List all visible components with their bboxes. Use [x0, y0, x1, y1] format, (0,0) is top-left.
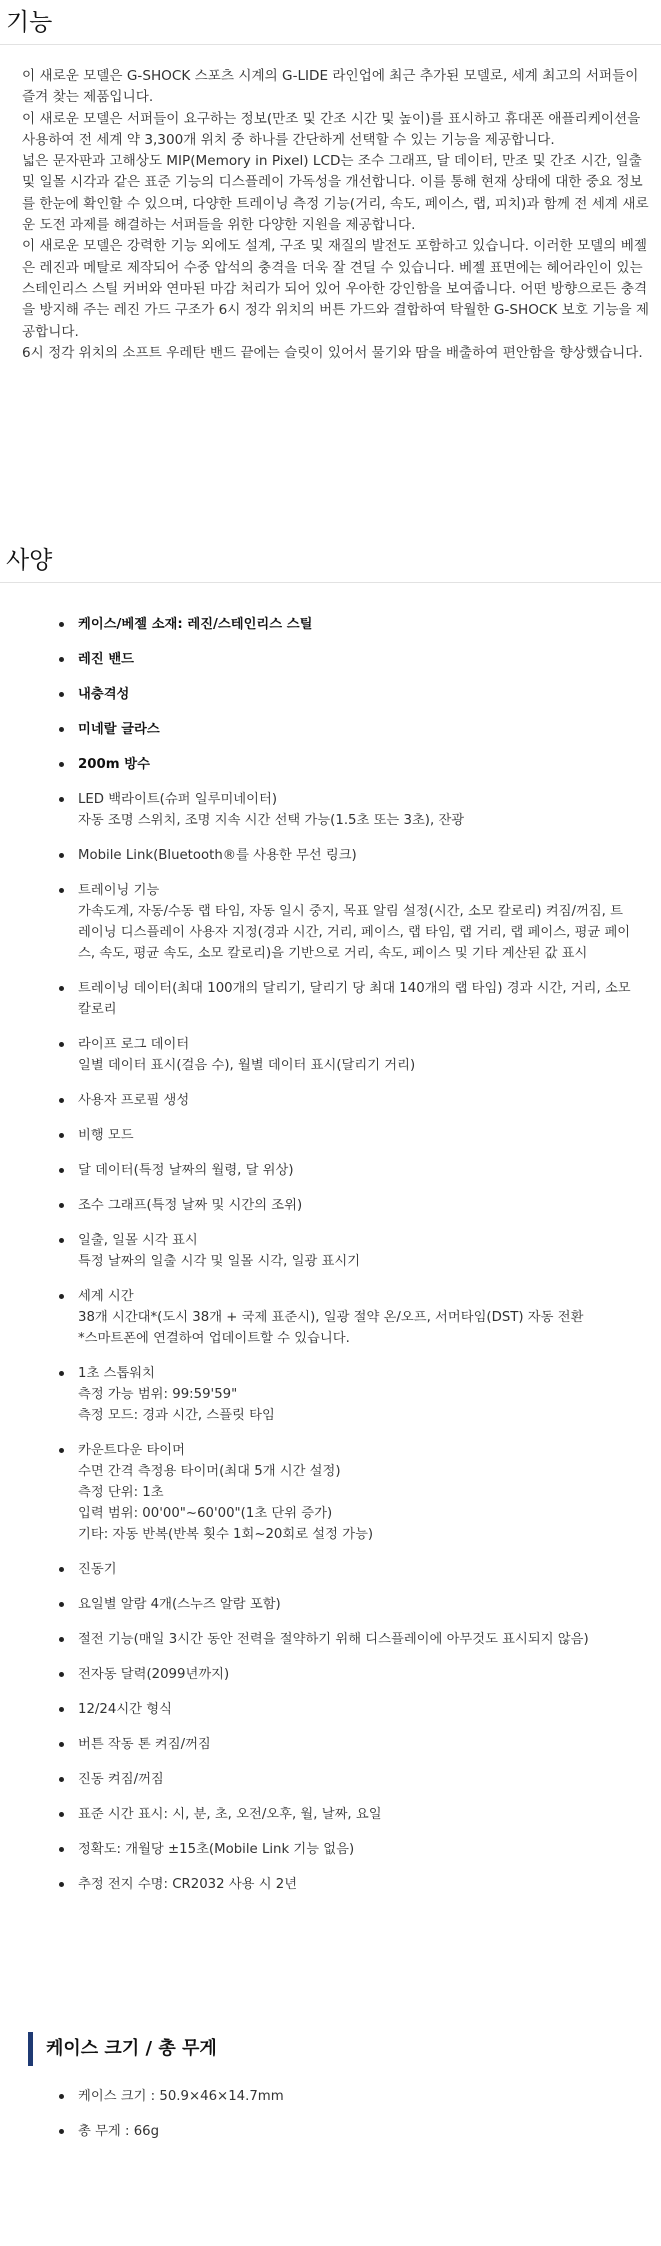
spec-item-label: 진동기: [78, 1562, 117, 1577]
feature-section-header: [0, 0, 661, 45]
feature-paragraph: 이 새로운 모델은 G-SHOCK 스포츠 시계의 G-LIDE 라인업에 최근 추가된 모델로, 세계 최고의 서퍼들이 즐겨 찾는 제품입니다.: [22, 68, 639, 106]
size-section: [0, 2032, 661, 2156]
spec-item: [0, 978, 661, 1020]
spec-item-label: LED 백라이트(슈퍼 일루미네이터): [78, 792, 278, 807]
spec-item-label: 일출, 일몰 시각 표시: [78, 1233, 198, 1248]
spec-item: [0, 754, 661, 775]
spec-item-detail: 일별 데이터 표시(걸음 수), 월별 데이터 표시(달리기 거리): [78, 1058, 416, 1073]
feature-title: 기능: [6, 8, 53, 36]
spec-item-detail: 가속도계, 자동/수동 랩 타임, 자동 일시 중지, 목표 알림 설정(시간, 소모 칼로리) 켜짐/꺼짐, 트레이닝 디스플레이 사용자 지정(경과 시간, 거리, 페이스, 랩 타임, 랩 거리, 랩 페이스, 평균 페이스, 속도, 평균 속도, 소모 칼로리)을 기반으로 거리, 속도, 페이스 및 기타 계산된 값 표시: [78, 904, 631, 961]
spec-item-detail: 측정 모드: 경과 시간, 스플릿 타임: [78, 1408, 275, 1423]
spec-item-label: 케이스/베젤 소재: 레진/스테인리스 스틸: [78, 617, 313, 632]
spec-item: [0, 614, 661, 635]
feature-paragraph: 이 새로운 모델은 강력한 기능 외에도 설계, 구조 및 재질의 발전도 포함하고 있습니다. 이러한 모델의 베젤은 레진과 메탈로 제작되어 수중 압석의 충격을 더욱 잘 견딜 수 있습니다. 베젤 표면에는 헤어라인이 있는 스테인리스 스틸 커버와 연마된 마감 처리가 되어 있어 우아한 강인함을 보여줍니다. 어떤 방향으로든 충격을 방지해 주는 레진 가드 구조가 6시 정각 위치의 버튼 가드와 결합하여 탁월한 G-SHOCK 보호 기능을 제공합니다.: [22, 238, 650, 340]
spec-item-detail: 자동 조명 스위치, 조명 지속 시간 선택 가능(1.5초 또는 3초), 잔광: [78, 813, 465, 828]
spec-item: [0, 1629, 661, 1650]
spec-title: 사양: [6, 546, 53, 574]
spec-item: [0, 1699, 661, 1720]
feature-description: [22, 66, 652, 364]
spec-item-label: 트레이닝 기능: [78, 883, 160, 898]
spec-item-label: 라이프 로그 데이터: [78, 1037, 190, 1052]
spec-item-label: 절전 기능(매일 3시간 동안 전력을 절약하기 위해 디스플레이에 아무것도 표시되지 않음): [78, 1632, 589, 1647]
spec-item: [0, 1286, 661, 1349]
spec-item-label: 카운트다운 타이머: [78, 1443, 185, 1458]
spec-item: [0, 1195, 661, 1216]
spec-item-label: 비행 모드: [78, 1128, 134, 1143]
spec-list: [0, 614, 661, 1909]
feature-paragraph: 6시 정각 위치의 소프트 우레탄 밴드 끝에는 슬릿이 있어서 물기와 땀을 배출하여 편안함을 향상했습니다.: [22, 344, 643, 361]
spec-item: [0, 719, 661, 740]
size-list: [0, 2086, 661, 2142]
spec-item: [0, 845, 661, 866]
spec-item-label: 트레이닝 데이터(최대 100개의 달리기, 달리기 당 최대 140개의 랩 타임) 경과 시간, 거리, 소모 칼로리: [78, 981, 631, 1017]
spec-item: [0, 1874, 661, 1895]
feature-paragraph: 넓은 문자판과 고해상도 MIP(Memory in Pixel) LCD는 조수 그래프, 달 데이터, 만조 및 간조 시간, 일출 및 일몰 시각과 같은 표준 기능의 디스플레이 가독성을 개선합니다. 이를 통해 현재 상태에 대한 중요 정보를 한눈에 확인할 수 있으며, 다양한 트레이닝 측정 기능(거리, 속도, 페이스, 랩, 피치)과 함께 전 세계 새로운 도전 과제를 해결하는 서퍼들을 위한 다양한 지원을 제공합니다.: [22, 153, 649, 234]
spec-item: [0, 684, 661, 705]
spec-item: [0, 789, 661, 831]
spec-item-detail: 38개 시간대*(도시 38개 + 국제 표준시), 일광 절약 온/오프, 서머타임(DST) 자동 전환: [78, 1310, 584, 1325]
size-section-title: 케이스 크기 / 총 무게: [28, 2032, 661, 2066]
spec-item: [0, 1363, 661, 1426]
spec-item: [0, 1090, 661, 1111]
spec-item-label: 조수 그래프(특정 날짜 및 시간의 조위): [78, 1198, 303, 1213]
spec-item: [0, 1559, 661, 1580]
spec-item: [0, 1769, 661, 1790]
spec-item-label: 달 데이터(특정 날짜의 월령, 달 위상): [78, 1163, 294, 1178]
spec-item-label: 사용자 프로필 생성: [78, 1093, 190, 1108]
spec-item: [0, 1230, 661, 1272]
spec-item-label: 1초 스톱워치: [78, 1366, 155, 1381]
spec-item-label: 추정 전지 수명: CR2032 사용 시 2년: [78, 1877, 298, 1892]
spec-item: [0, 1734, 661, 1755]
feature-paragraph: 이 새로운 모델은 서퍼들이 요구하는 정보(만조 및 간조 시간 및 높이)를 표시하고 휴대폰 애플리케이션을 사용하여 전 세계 약 3,300개 위치 중 하나를 간단하게 선택할 수 있는 기능을 제공합니다.: [22, 110, 641, 148]
spec-item-label: 레진 밴드: [78, 652, 135, 667]
spec-item: [0, 1594, 661, 1615]
spec-item-detail: 기타: 자동 반복(반복 횟수 1회~20회로 설정 가능): [78, 1527, 374, 1542]
spec-item-label: 전자동 달력(2099년까지): [78, 1667, 230, 1682]
spec-item-label: 미네랄 글라스: [78, 722, 160, 737]
spec-item-label: 세계 시간: [78, 1289, 134, 1304]
spec-item: [0, 880, 661, 964]
spec-item-label: 버튼 작동 톤 켜짐/꺼짐: [78, 1737, 211, 1752]
spec-item: [0, 1664, 661, 1685]
list-item: 케이스 크기 : 50.9×46×14.7mm: [0, 2086, 661, 2107]
spec-item-label: 정확도: 개월당 ±15초(Mobile Link 기능 없음): [78, 1842, 355, 1857]
spec-item-label: 표준 시간 표시: 시, 분, 초, 오전/오후, 월, 날짜, 요일: [78, 1807, 382, 1822]
spec-item-detail: 측정 단위: 1초: [78, 1485, 164, 1500]
spec-item: [0, 1440, 661, 1545]
spec-item-detail: *스마트폰에 연결하여 업데이트할 수 있습니다.: [78, 1331, 350, 1346]
spec-item: [0, 649, 661, 670]
spec-item-detail: 특정 날짜의 일출 시각 및 일몰 시각, 일광 표시기: [78, 1254, 361, 1269]
spec-item: [0, 1160, 661, 1181]
spec-item: [0, 1804, 661, 1825]
spec-item-label: 내충격성: [78, 687, 130, 702]
spec-item: [0, 1034, 661, 1076]
spec-item-detail: 수면 간격 측정용 타이머(최대 5개 시간 설정): [78, 1464, 341, 1479]
spec-item-label: 요일별 알람 4개(스누즈 알람 포함): [78, 1597, 281, 1612]
spec-item-label: Mobile Link(Bluetooth®를 사용한 무선 링크): [78, 848, 357, 863]
spec-item: [0, 1839, 661, 1860]
spec-item-label: 진동 켜짐/꺼짐: [78, 1772, 164, 1787]
spec-item-detail: 측정 가능 범위: 99:59'59": [78, 1387, 238, 1402]
spec-item-label: 12/24시간 형식: [78, 1702, 172, 1717]
spec-item-detail: 입력 범위: 00'00"~60'00"(1초 단위 증가): [78, 1506, 333, 1521]
spec-item-label: 200m 방수: [78, 757, 150, 772]
list-item: 총 무게 : 66g: [0, 2121, 661, 2142]
spec-item: [0, 1125, 661, 1146]
spec-section-header: [0, 539, 661, 583]
